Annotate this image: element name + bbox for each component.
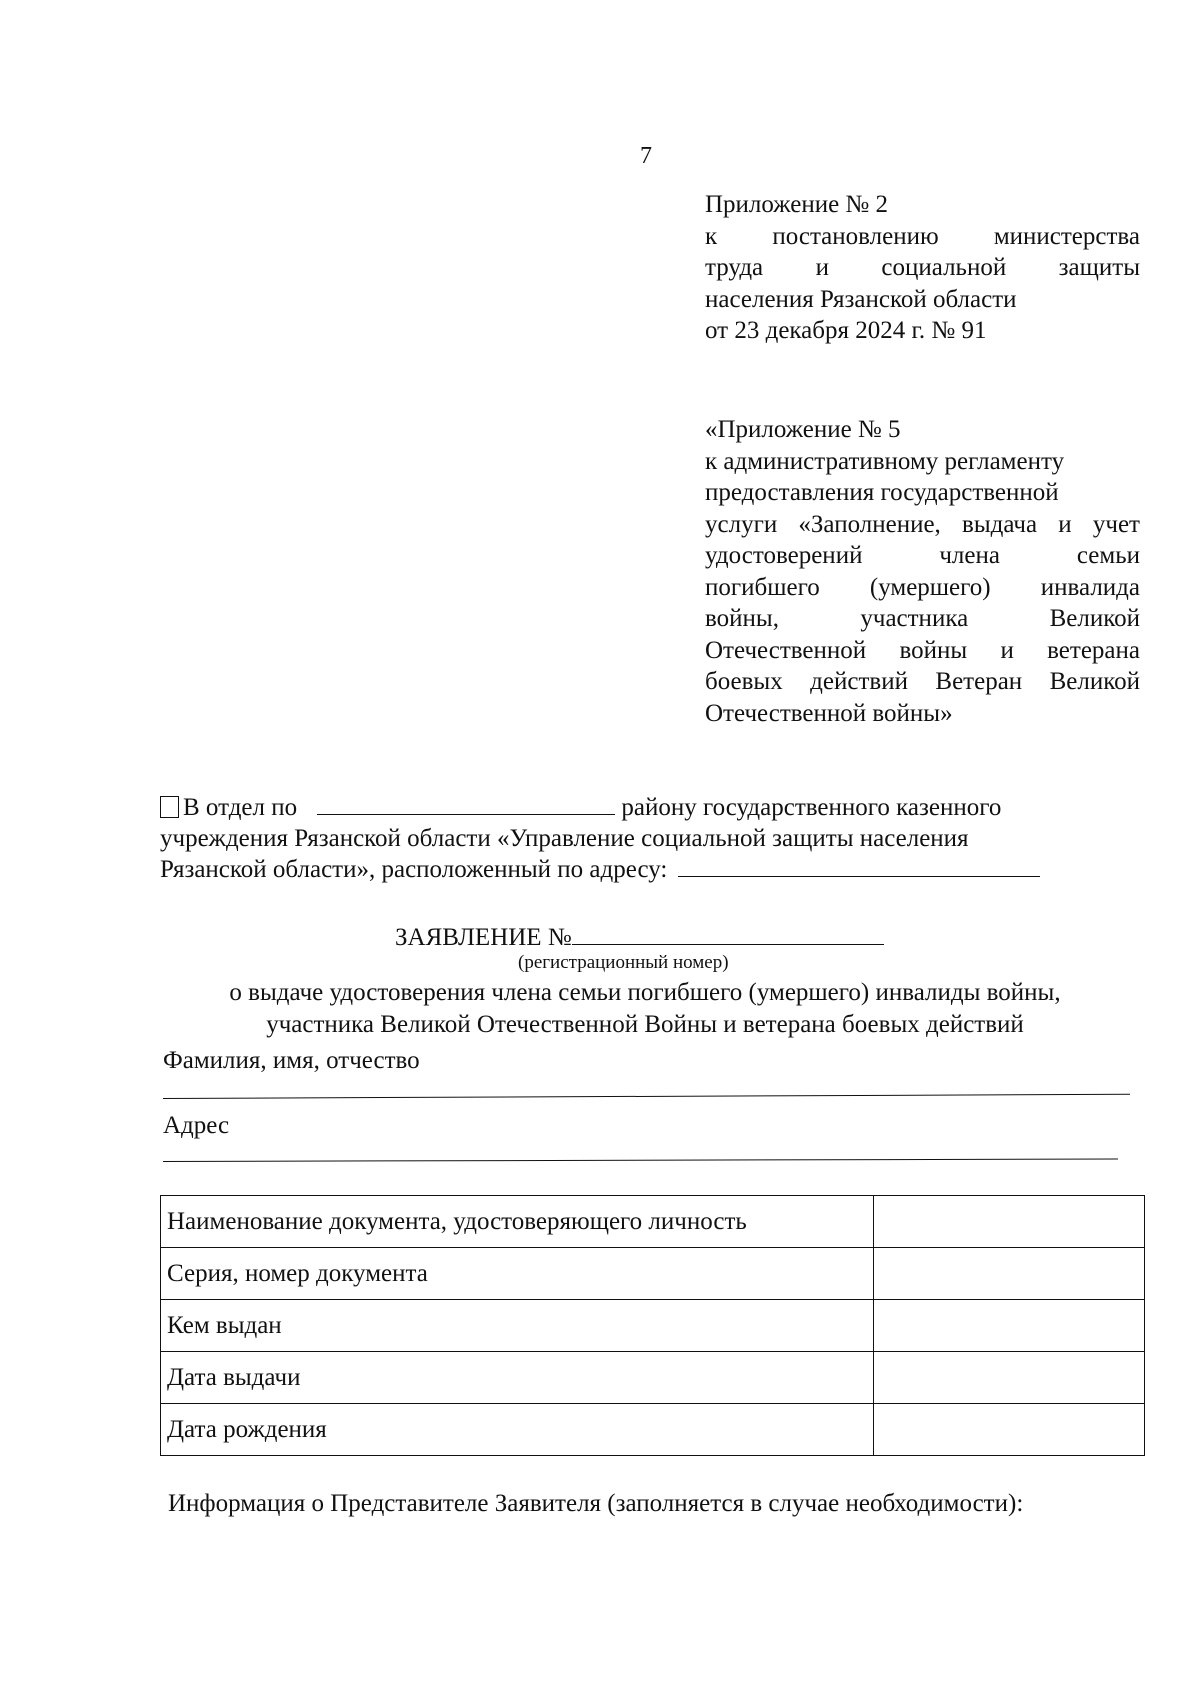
appendix-line: боевых действий Ветеран Великой (705, 668, 1140, 695)
appendix-line: услуги «Заполнение, выдача и учет (705, 510, 1140, 538)
statement-title (395, 922, 884, 952)
appendix-line: труда и социальной защиты (705, 254, 1140, 281)
table-cell-value[interactable] (874, 1300, 1145, 1352)
appendix-line: Приложение № 2 (705, 191, 889, 218)
appendix-line: погибшего (умершего) инвалида (705, 573, 1140, 601)
appendix-line: «Приложение № 5 (705, 416, 901, 443)
table-cell-value[interactable] (874, 1196, 1145, 1248)
office-checkbox[interactable] (160, 796, 179, 818)
table-cell-label: Кем выдан (161, 1300, 874, 1352)
table-row (161, 1248, 1145, 1300)
page-number: 7 (640, 143, 652, 169)
table-cell-label: Дата рождения (161, 1404, 874, 1456)
address-field[interactable] (163, 1158, 1118, 1162)
fio-field[interactable] (163, 1094, 1130, 1099)
statement-subject-line-1: о выдаче удостоверения члена семьи погибшего (умершего) инвалиды войны, (229, 979, 1061, 1006)
table-cell-label: Серия, номер документа (161, 1248, 874, 1300)
table-cell-value[interactable] (874, 1352, 1145, 1404)
identity-document-table (160, 1195, 1145, 1456)
address-label: Адрес (163, 1112, 230, 1139)
appendix-line: к административному регламенту (705, 447, 1065, 475)
appendix-line: предоставления государственной (705, 479, 1059, 506)
table-cell-label: Наименование документа, удостоверяющего личность (161, 1196, 874, 1248)
appendix-5-header (705, 414, 1140, 729)
statement-title-text: ЗАЯВЛЕНИЕ № (395, 924, 572, 951)
appendix-line: Отечественной войны» (705, 699, 953, 727)
appendix-line: войны, участника Великой (705, 605, 1140, 632)
table-cell-label: Дата выдачи (161, 1352, 874, 1404)
office-address-block (160, 792, 1110, 885)
office-label-start: В отдел по (183, 794, 298, 821)
representative-info-heading: Информация о Представителе Заявителя (заполняется в случае необходимости): (168, 1490, 1024, 1517)
appendix-line: удостоверений члена семьи (705, 542, 1140, 569)
registration-number-note: (регистрационный номер) (518, 952, 729, 973)
office-line-3: Рязанской области», расположенный по адресу: (160, 856, 668, 883)
office-label-end: району государственного казенного (621, 794, 1002, 821)
table-row (161, 1352, 1145, 1404)
table-row (161, 1196, 1145, 1248)
appendix-2-header (705, 189, 1140, 347)
registration-number-field[interactable] (572, 922, 884, 945)
table-row (161, 1404, 1145, 1456)
appendix-line: населения Рязанской области (705, 285, 1017, 313)
appendix-line: к постановлению министерства (705, 222, 1140, 250)
office-line-2: учреждения Рязанской области «Управление социальной защиты населения (160, 825, 969, 852)
appendix-line: от 23 декабря 2024 г. № 91 (705, 317, 987, 344)
fio-label: Фамилия, имя, отчество (163, 1047, 420, 1074)
district-blank-field[interactable] (317, 792, 615, 815)
table-cell-value[interactable] (874, 1404, 1145, 1456)
office-address-blank-field[interactable] (678, 854, 1040, 877)
statement-subject-line-2: участника Великой Отечественной Войны и ветерана боевых действий (266, 1011, 1024, 1038)
table-row (161, 1300, 1145, 1352)
table-cell-value[interactable] (874, 1248, 1145, 1300)
appendix-line: Отечественной войны и ветерана (705, 636, 1140, 664)
